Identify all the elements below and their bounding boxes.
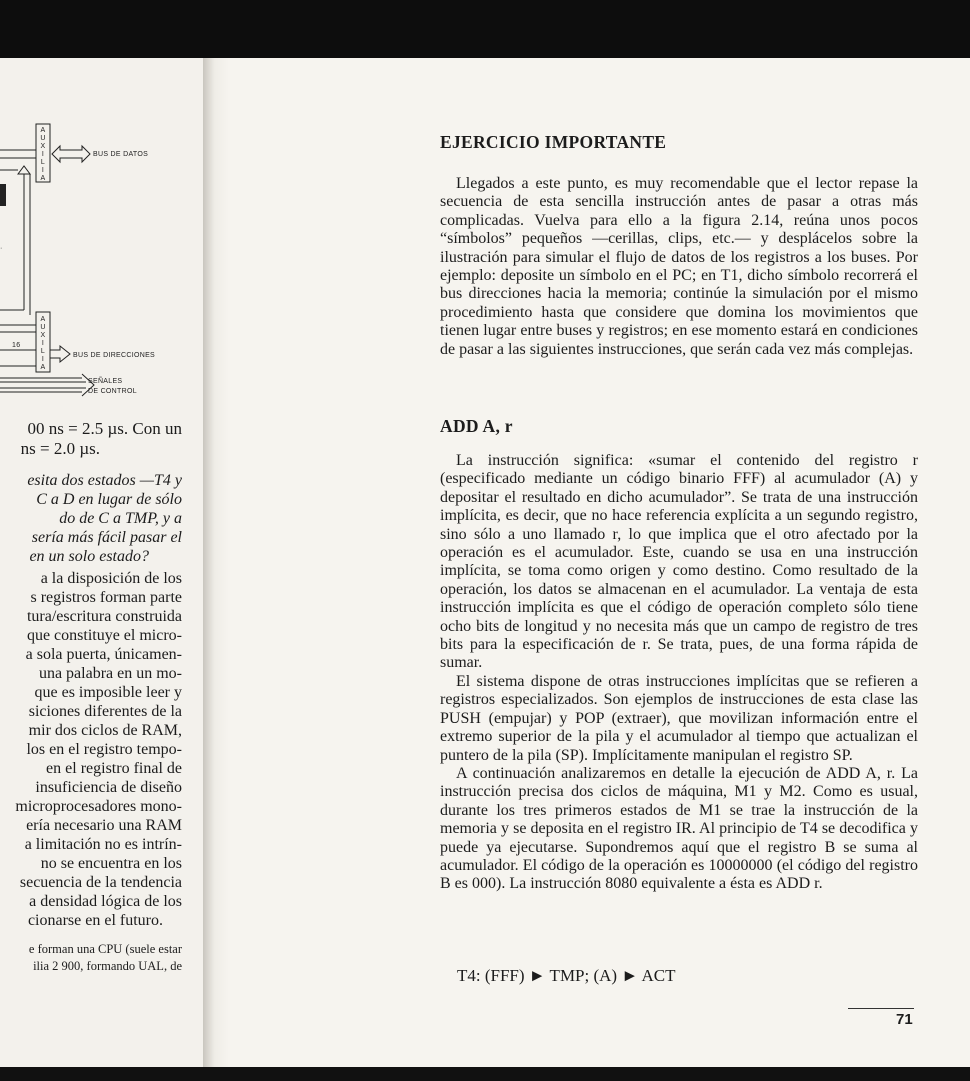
paragraph-1: Llegados a este punto, es muy recomendable que el lector repase la secuencia de esta sencilla instrucción antes de pasar a otras más complicadas. Vuelva para ello a la figura 2.14, reúna unos pocos “símbolos” pequeños —cerillas, clips, etc.— y desplácelos sobre la ilustración para simular el flujo de datos de los registros a los buses. Por ejemplo: deposite un símbolo en el PC; en T1, dicho símbolo recorrerá el bus direcciones hacia la memoria; continúe la simulación por el mismo procedimiento hasta que considere que domina los movimientos que tienen lugar entre buses y registros; en ese momento estará en condiciones de pasar a las siguientes instrucciones, que serán cada vez más complejas. (440, 175, 918, 358)
left-italic-3: do de C a TMP, y a (59, 510, 182, 527)
left-body-10: los en el registro tempo- (26, 741, 182, 758)
left-line-1: 00 ns = 2.5 µs. Con un (27, 419, 182, 438)
bus-datos-arrow (52, 146, 90, 162)
svg-text:I: I (41, 167, 45, 174)
left-italic-4: sería más fácil pasar el (31, 529, 182, 546)
svg-text:·: · (0, 245, 3, 252)
left-body-19: cionarse en el futuro. (27, 912, 163, 929)
left-body-6: una palabra en un mo- (38, 665, 182, 682)
paragraph-2: La instrucción significa: «sumar el contenido del registro r (especificado mediante un código binario FFF) al acumulador (A) y depositar el resultado en dicho acumulador”. Se trata de una instrucción implícita, es decir, que no hace referencia explícita a un segundo registro, sino sólo a uno llamado r, lo que implica que el otro afectado por la operación es el acumulador. Este, cuando se usa en una instrucción implícita, se toma como origen y como destino. Como resultado de la operación, los datos se almacenan en el acumulador. La ventaja de esta instrucción implícita es que el código de operación completo sólo tiene ocho bits de longitud y no necesita más que un campo de registro de tres bits para la especificación de r. Se trata, pues, de una forma rápida de sumar. (440, 452, 918, 672)
left-body-1: a la disposición de los (40, 570, 182, 587)
left-line-2: ns = 2.0 µs. (20, 439, 100, 458)
left-body-8: siciones diferentes de la (28, 703, 182, 720)
left-body-3: tura/escritura construida (26, 608, 182, 625)
left-italic-5: en un solo estado? (29, 548, 149, 565)
section-heading-add: ADD A, r (440, 416, 513, 436)
bus-diagram (0, 110, 207, 410)
left-italic-1: esita dos estados —T4 y (27, 472, 182, 489)
svg-text:I: I (41, 151, 45, 158)
left-footnote-2: ilia 2 900, formando UAL, de (33, 959, 182, 973)
de-control-label: DE CONTROL (88, 388, 137, 395)
footer-rule (848, 1008, 914, 1009)
left-body-7: que es imposible leer y (34, 684, 182, 701)
svg-text:U: U (40, 135, 46, 142)
svg-text:A: A (40, 364, 46, 371)
page-number: 71 (896, 1011, 913, 1028)
svg-text:A: A (40, 316, 46, 323)
left-body-9: mir dos ciclos de RAM, (28, 722, 182, 739)
svg-text:X: X (40, 143, 46, 150)
paragraph-4: A continuación analizaremos en detalle la ejecución de ADD A, r. La instrucción precisa dos ciclos de máquina, M1 y M2. Como es usual, durante los tres primeros estados de M1 se trae la instrucción de la memoria y se deposita en el registro IR. Al principio de T4 se decodifica y puede ya ejecutarse. Supondremos aquí que el registro B se suma al acumulador. El código de la operación es 10000000 (el código del registro B es 000). La instrucción 8080 equivalente a ésta es ADD r. (440, 764, 918, 893)
svg-text:X: X (40, 332, 46, 339)
paragraph-3: El sistema dispone de otras instrucciones implícitas que se refieren a registros especializados. Son ejemplos de instrucciones de esta clase las PUSH (empujar) y POP (extraer), que movilizan información entre el extremo superior de la pila y el acumulador al tiempo que actualizan el puntero de la pila (SP). Implícitamente manipulan el registro SP. (440, 672, 918, 764)
left-body-16: no se encuentra en los (40, 855, 182, 872)
left-body-11: en el registro final de (46, 760, 182, 777)
left-body-15: a limitación no es intrín- (24, 836, 182, 853)
left-body-4: que constituye el micro- (26, 627, 182, 644)
left-body-17: secuencia de la tendencia (19, 874, 182, 891)
formula-t4: T4: (FFF) ► TMP; (A) ► ACT (457, 966, 676, 985)
paragraph-ejercicio (440, 175, 918, 359)
bus-direcciones-arrow (50, 346, 70, 362)
left-body-18: a densidad lógica de los (29, 893, 182, 910)
left-body-12: insuficiencia de diseño (35, 779, 182, 796)
bit-width-16: 16 (12, 342, 21, 349)
senales-label: SEÑALES (88, 378, 123, 385)
left-body-2: s registros forman parte (30, 589, 182, 606)
paragraph-add (440, 452, 918, 894)
bus-direcciones-label: BUS DE DIRECCIONES (73, 352, 156, 359)
svg-text:L: L (40, 159, 46, 166)
svg-text:I: I (41, 356, 45, 363)
left-italic-2: C a D en lugar de sólo (36, 491, 182, 508)
svg-text:L: L (40, 348, 46, 355)
left-body-14: ería necesario una RAM (26, 817, 182, 834)
section-heading-ejercicio: EJERCICIO IMPORTANTE (440, 132, 667, 152)
svg-text:I: I (41, 340, 45, 347)
bottom-edge (0, 1067, 970, 1081)
svg-text:A: A (40, 175, 46, 182)
bus-datos-label: BUS DE DATOS (93, 151, 149, 158)
left-body-5: a sola puerta, únicamen- (25, 646, 182, 663)
aux-label-top: A (40, 127, 46, 134)
svg-text:U: U (40, 324, 46, 331)
left-footnote-1: e forman una CPU (suele estar (28, 942, 182, 956)
left-body-13: microprocesadores mono- (15, 798, 182, 815)
